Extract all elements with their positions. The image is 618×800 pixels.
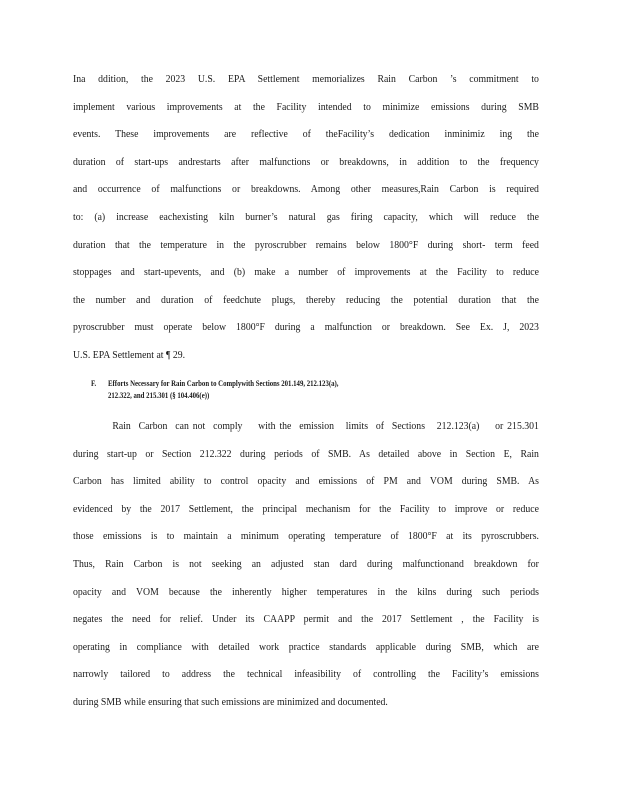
heading-number: F. xyxy=(91,379,97,388)
paragraph-line: stoppages and start-upevents, and (b) make a number of improvements at the Facility to reduce xyxy=(73,267,539,279)
paragraph-line: narrowly tailored to address the technical infeasibility of controlling the Facility’s emissions xyxy=(73,669,539,681)
heading-title-part-1: Efforts Necessary for Rain Carbon to Complywith Sections 201.149, 212.123(a), xyxy=(108,379,339,388)
paragraph-efforts-necessary xyxy=(73,413,539,717)
paragraph-settlement-improvements xyxy=(73,66,539,370)
paragraph-line: Ina ddition, the 2023 U.S. EPA Settlement memorializes Rain Carbon ’s commitment to xyxy=(73,74,539,85)
paragraph-line: during start-up or Section 212.322 during periods of SMB. As detailed above in Section E, Rain xyxy=(73,448,539,460)
paragraph-line: during SMB while ensuring that such emissions are minimized and documented. xyxy=(73,696,388,708)
paragraph-line: those emissions is to maintain a minimum operating temperature of 1800°F at its pyroscrubbers. xyxy=(73,531,539,543)
paragraph-line: the number and duration of feedchute plugs, thereby reducing the potential duration that the xyxy=(73,294,539,306)
heading-title-part-2: 212.322, and 215.301 (§ 104.406(e)) xyxy=(108,391,210,400)
paragraph-line: events. These improvements are reflective of theFacility’s dedication inminimiz ing the xyxy=(73,129,539,141)
paragraph-line: pyroscrubber must operate below 1800°F during a malfunction or breakdown. See Ex. J, 2023 xyxy=(73,322,539,334)
paragraph-line: Carbon has limited ability to control opacity and emissions of PM and VOM during SMB. As xyxy=(73,476,539,488)
paragraph-line: duration of start-ups andrestarts after malfunctions or breakdowns, in addition to the frequency xyxy=(73,156,539,168)
paragraph-line: negates the need for relief. Under its CAAPP permit and the 2017 Settlement , the Facility is xyxy=(73,614,539,626)
paragraph-line: to: (a) increase eachexisting kiln burner’s natural gas firing capacity, which will reduce the xyxy=(73,211,539,223)
section-heading-f xyxy=(91,378,474,402)
paragraph-line: duration that the temperature in the pyroscrubber remains below 1800°F during short- term feed xyxy=(73,239,539,251)
heading-line-2 xyxy=(91,390,474,402)
paragraph-line: and occurrence of malfunctions or breakdowns. Among other measures,Rain Carbon is required xyxy=(73,184,539,196)
paragraph-line: evidenced by the 2017 Settlement, the principal mechanism for the Facility to improve or reduce xyxy=(73,503,539,515)
paragraph-line: operating in compliance with detailed work practice standards applicable during SMB, which are xyxy=(73,641,539,653)
paragraph-line: Rain Carbon can not comply with the emission limits of Sections 212.123(a) or 215.301 xyxy=(73,421,539,432)
heading-line-1 xyxy=(91,378,474,390)
paragraph-line: implement various improvements at the Facility intended to minimize emissions during SMB xyxy=(73,101,539,113)
paragraph-line: Thus, Rain Carbon is not seeking an adjusted stan dard during malfunctionand breakdown for xyxy=(73,558,539,570)
paragraph-line: U.S. EPA Settlement at ¶ 29. xyxy=(73,349,186,361)
paragraph-line: opacity and VOM because the inherently higher temperatures in the kilns during such periods xyxy=(73,586,539,598)
